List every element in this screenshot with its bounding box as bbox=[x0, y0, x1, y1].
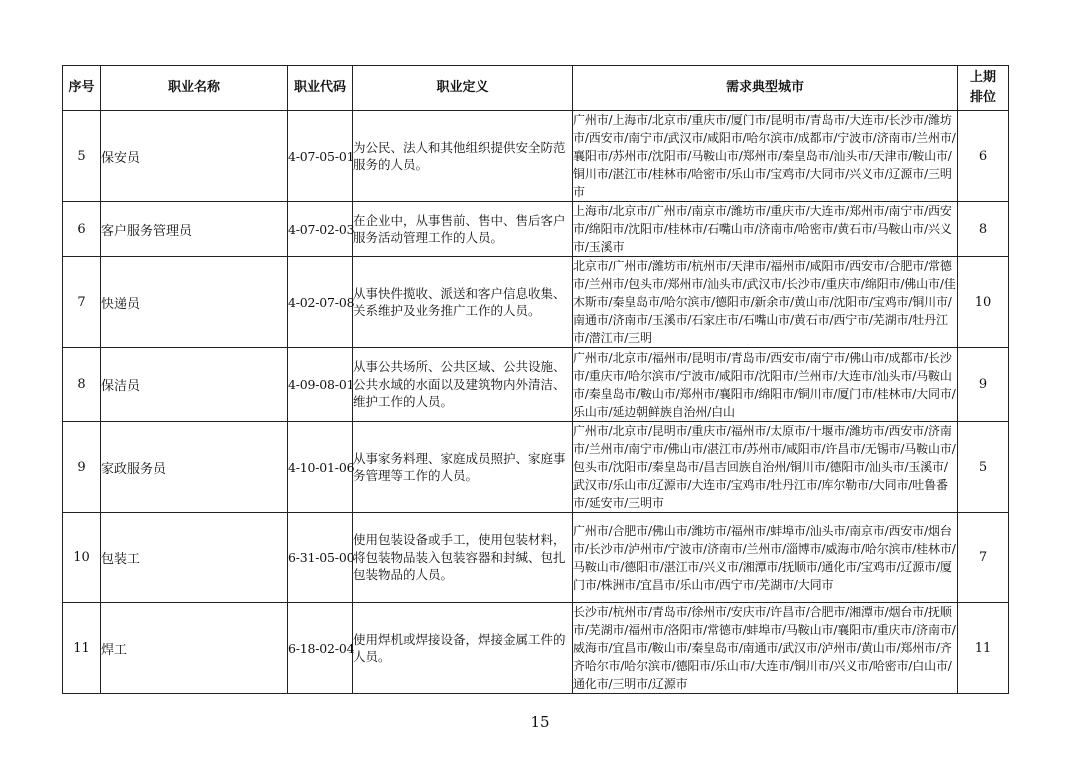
row-rank: 7 bbox=[958, 513, 1009, 603]
row-code: 6-18-02-04 bbox=[288, 603, 353, 694]
row-rank: 11 bbox=[958, 603, 1009, 694]
table-header-row bbox=[63, 66, 1009, 111]
row-no: 7 bbox=[63, 257, 101, 348]
row-rank: 10 bbox=[958, 257, 1009, 348]
table-row bbox=[63, 257, 1009, 348]
row-no: 6 bbox=[63, 202, 101, 257]
header-rank-text: 上期排位 bbox=[969, 70, 996, 105]
header-no: 序号 bbox=[63, 66, 101, 111]
row-code: 4-10-01-06 bbox=[288, 422, 353, 513]
row-no: 9 bbox=[63, 422, 101, 513]
row-code: 6-31-05-00 bbox=[288, 513, 353, 603]
row-rank: 9 bbox=[958, 348, 1009, 422]
row-definition: 使用包装设备或手工，使用包装材料，将包装物品装入包装容器和封缄、包扎包装物品的人员。 bbox=[353, 513, 573, 603]
header-rank bbox=[958, 66, 1009, 111]
row-name: 客户服务管理员 bbox=[101, 202, 288, 257]
row-definition: 从事公共场所、公共区域、公共设施、公共水域的水面以及建筑物内外清洁、维护工作的人员。 bbox=[353, 348, 573, 422]
row-name: 包装工 bbox=[101, 513, 288, 603]
row-no: 5 bbox=[63, 111, 101, 202]
row-name: 保洁员 bbox=[101, 348, 288, 422]
row-rank: 5 bbox=[958, 422, 1009, 513]
row-definition: 从事家务料理、家庭成员照护、家庭事务管理等工作的人员。 bbox=[353, 422, 573, 513]
row-definition: 在企业中，从事售前、售中、售后客户服务活动管理工作的人员。 bbox=[353, 202, 573, 257]
row-cities: 广州市/北京市/昆明市/重庆市/福州市/太原市/十堰市/潍坊市/西安市/济南市/兰州市/南宁市/佛山市/湛江市/苏州市/咸阳市/许昌市/无锡市/马鞍山市/包头市/沈阳市/秦皇岛市/昌吉回族自治州/铜川市/德阳市/汕头市/玉溪市/武汉市/乐山市/辽源市/大连市/宝鸡市/牡丹江市/库尔勒市/大同市/吐鲁番市/延安市/三明市 bbox=[573, 422, 958, 513]
row-cities: 北京市/广州市/潍坊市/杭州市/天津市/福州市/咸阳市/西安市/合肥市/常德市/兰州市/包头市/郑州市/汕头市/武汉市/长沙市/重庆市/绵阳市/佛山市/佳木斯市/秦皇岛市/哈尔滨市/德阳市/新余市/黄山市/沈阳市/宝鸡市/铜川市/南通市/济南市/玉溪市/石家庄市/石嘴山市/黄石市/西宁市/芜湖市/牡丹江市/潜江市/三明 bbox=[573, 257, 958, 348]
row-code: 4-02-07-08 bbox=[288, 257, 353, 348]
row-name: 保安员 bbox=[101, 111, 288, 202]
row-cities: 长沙市/杭州市/青岛市/徐州市/安庆市/许昌市/合肥市/湘潭市/烟台市/抚顺市/芜湖市/福州市/洛阳市/常德市/蚌埠市/马鞍山市/襄阳市/重庆市/济南市/威海市/宜昌市/鞍山市/秦皇岛市/南通市/武汉市/泸州市/黄山市/郑州市/齐齐哈尔市/哈尔滨市/德阳市/乐山市/大连市/铜川市/兴义市/哈密市/白山市/通化市/三明市/辽源市 bbox=[573, 603, 958, 694]
table-row bbox=[63, 348, 1009, 422]
page-number: 15 bbox=[530, 713, 550, 731]
row-no: 11 bbox=[63, 603, 101, 694]
row-cities: 上海市/北京市/广州市/南京市/潍坊市/重庆市/大连市/郑州市/南宁市/西安市/绵阳市/沈阳市/桂林市/石嘴山市/济南市/哈密市/黄石市/马鞍山市/兴义市/玉溪市 bbox=[573, 202, 958, 257]
table-row bbox=[63, 111, 1009, 202]
table-row bbox=[63, 422, 1009, 513]
row-definition: 使用焊机或焊接设备，焊接金属工件的人员。 bbox=[353, 603, 573, 694]
row-no: 10 bbox=[63, 513, 101, 603]
occupation-table bbox=[62, 65, 1009, 694]
table-row bbox=[63, 603, 1009, 694]
row-name: 快递员 bbox=[101, 257, 288, 348]
row-code: 4-07-02-03 bbox=[288, 202, 353, 257]
row-name: 焊工 bbox=[101, 603, 288, 694]
header-name: 职业名称 bbox=[101, 66, 288, 111]
row-no: 8 bbox=[63, 348, 101, 422]
row-name: 家政服务员 bbox=[101, 422, 288, 513]
table-row bbox=[63, 513, 1009, 603]
row-code: 4-07-05-01 bbox=[288, 111, 353, 202]
header-definition: 职业定义 bbox=[353, 66, 573, 111]
row-rank: 6 bbox=[958, 111, 1009, 202]
row-code: 4-09-08-01 bbox=[288, 348, 353, 422]
row-cities: 广州市/上海市/北京市/重庆市/厦门市/昆明市/青岛市/大连市/长沙市/潍坊市/西安市/南宁市/武汉市/咸阳市/哈尔滨市/成都市/宁波市/济南市/兰州市/襄阳市/苏州市/沈阳市/马鞍山市/郑州市/秦皇岛市/汕头市/天津市/鞍山市/铜川市/湛江市/桂林市/哈密市/乐山市/宝鸡市/大同市/兴义市/辽源市/三明市 bbox=[573, 111, 958, 202]
row-cities: 广州市/合肥市/佛山市/潍坊市/福州市/蚌埠市/汕头市/南京市/西安市/烟台市/长沙市/泸州市/宁波市/济南市/兰州市/淄博市/威海市/哈尔滨市/桂林市/马鞍山市/德阳市/湛江市/兴义市/湘潭市/抚顺市/通化市/宝鸡市/辽源市/厦门市/株洲市/宜昌市/乐山市/西宁市/芜湖市/大同市 bbox=[573, 513, 958, 603]
row-definition: 为公民、法人和其他组织提供安全防范服务的人员。 bbox=[353, 111, 573, 202]
table-row bbox=[63, 202, 1009, 257]
header-code: 职业代码 bbox=[288, 66, 353, 111]
row-definition: 从事快件揽收、派送和客户信息收集、关系维护及业务推广工作的人员。 bbox=[353, 257, 573, 348]
row-rank: 8 bbox=[958, 202, 1009, 257]
header-cities: 需求典型城市 bbox=[573, 66, 958, 111]
row-cities: 广州市/北京市/福州市/昆明市/青岛市/西安市/南宁市/佛山市/成都市/长沙市/重庆市/哈尔滨市/宁波市/咸阳市/沈阳市/兰州市/大连市/汕头市/马鞍山市/秦皇岛市/鞍山市/郑州市/襄阳市/绵阳市/铜川市/厦门市/桂林市/大同市/乐山市/延边朝鲜族自治州/白山 bbox=[573, 348, 958, 422]
